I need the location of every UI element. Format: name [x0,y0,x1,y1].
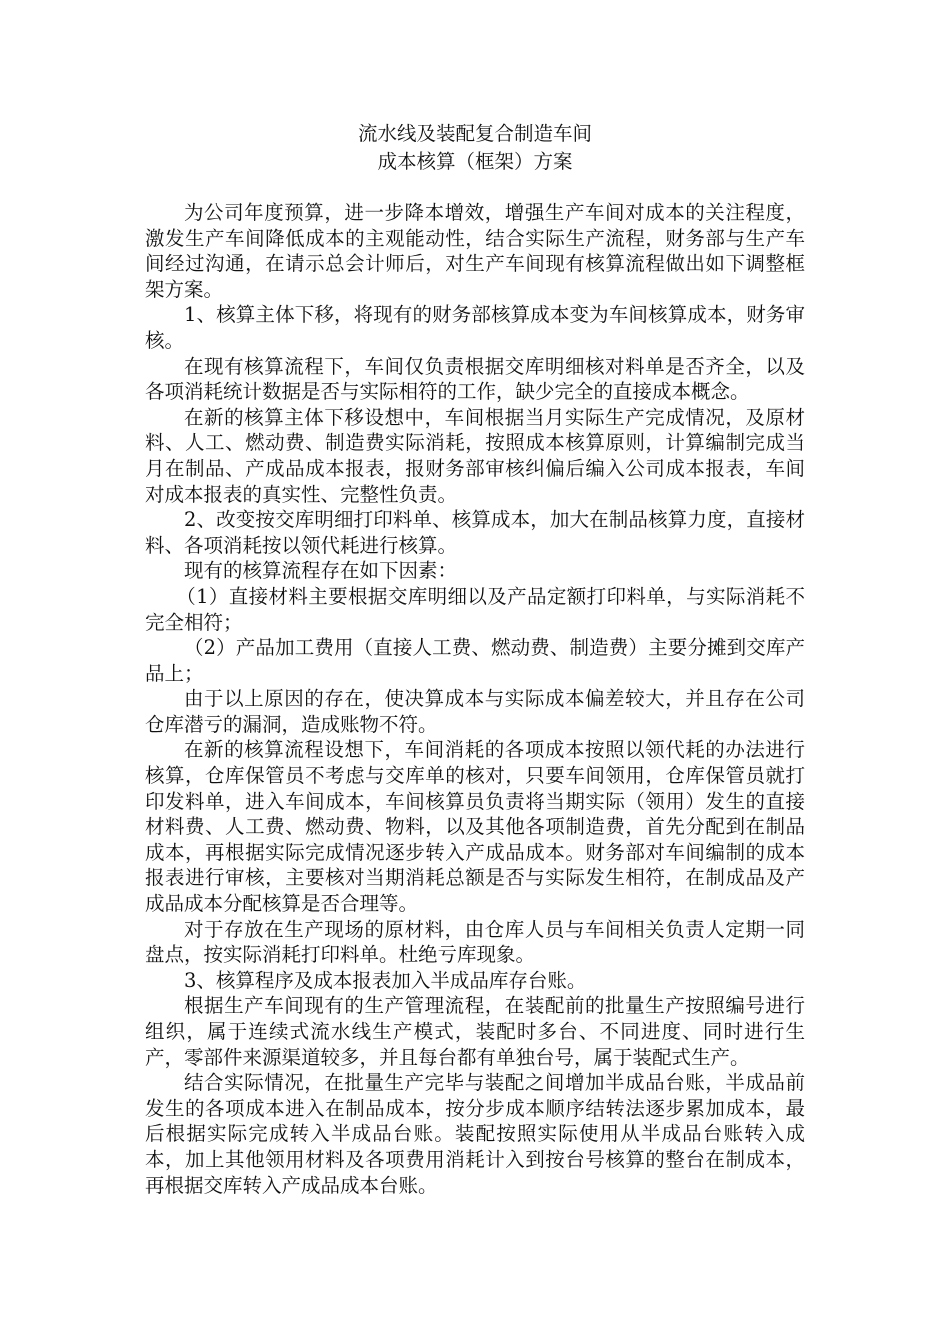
paragraph-factor-2: （2）产品加工费用（直接人工费、燃动费、制造费）主要分摊到交库产品上； [145,636,805,685]
paragraph-new-process: 在新的核算流程设想下，车间消耗的各项成本按照以领代耗的办法进行核算，仓库保管员不考虑与交库单的核对，只要车间领用，仓库保管员就打印发料单，进入车间成本，车间核算员负责将当期实际（领用）发生的直接材料费、人工费、燃动费、物料，以及其他各项制造费，首先分配到在制品成本，再根据实际完成情况逐步转入产成品成本。财务部对车间编制的成本报表进行审核，主要核对当期消耗总额是否与实际发生相符，在制成品及产成品成本分配核算是否合理等。 [145,738,805,916]
paragraph-heading-2: 2、改变按交库明细打印料单、核算成本，加大在制品核算力度，直接材料、各项消耗按以领代耗进行核算。 [145,508,805,557]
paragraph-production-mode: 根据生产车间现有的生产管理流程，在装配前的批量生产按照编号进行组织，属于连续式流水线生产模式，装配时多台、不同进度、同时进行生产，零部件来源渠道较多，并且每台都有单独台号，属于装配式生产。 [145,994,805,1069]
paragraph-inventory: 对于存放在生产现场的原材料，由仓库人员与车间相关负责人定期一同盘点，按实际消耗打印料单。杜绝亏库现象。 [145,917,805,967]
document-body [145,200,805,1198]
paragraph-intro: 为公司年度预算，进一步降本增效，增强生产车间对成本的关注程度，激发生产车间降低成本的主观能动性，结合实际生产流程，财务部与生产车间经过沟通，在请示总会计师后，对生产车间现有核算流程做出如下调整框架方案。 [145,201,805,301]
title-block [145,120,805,176]
document-subtitle: 成本核算（框架）方案 [377,150,573,173]
paragraph-heading-3: 3、核算程序及成本报表加入半成品库存台账。 [184,968,587,992]
document-page [145,120,805,1198]
paragraph-heading-1: 1、核算主体下移，将现有的财务部核算成本变为车间核算成本，财务审核。 [145,303,805,352]
paragraph-new-subject: 在新的核算主体下移设想中，车间根据当月实际生产完成情况，及原材料、人工、燃动费、制造费实际消耗，按照成本核算原则，计算编制完成当月在制品、产成品成本报表，报财务部审核纠偏后编入公司成本报表，车间对成本报表的真实性、完整性负责。 [145,405,805,506]
paragraph-semi-finished: 结合实际情况，在批量生产完毕与装配之间增加半成品台账，半成品前发生的各项成本进入在制品成本，按分步成本顺序结转法逐步累加成本，最后根据实际完成转入半成品台账。装配按照实际使用从半成品台账转入成本，加上其他领用材料及各项费用消耗计入到按台号核算的整台在制成本，再根据交库转入产成品成本台账。 [145,1071,805,1197]
paragraph-factors-intro: 现有的核算流程存在如下因素： [184,559,458,583]
paragraph-factor-1: （1）直接材料主要根据交库明细以及产品定额打印料单，与实际消耗不完全相符； [145,584,805,634]
paragraph-consequence: 由于以上原因的存在，使决算成本与实际成本偏差较大，并且存在公司仓库潜亏的漏洞，造成账物不符。 [145,687,805,736]
paragraph-current-process: 在现有核算流程下，车间仅负责根据交库明细核对料单是否齐全，以及各项消耗统计数据是否与实际相符的工作，缺少完全的直接成本概念。 [145,354,805,404]
document-title: 流水线及装配复合制造车间 [357,122,592,145]
